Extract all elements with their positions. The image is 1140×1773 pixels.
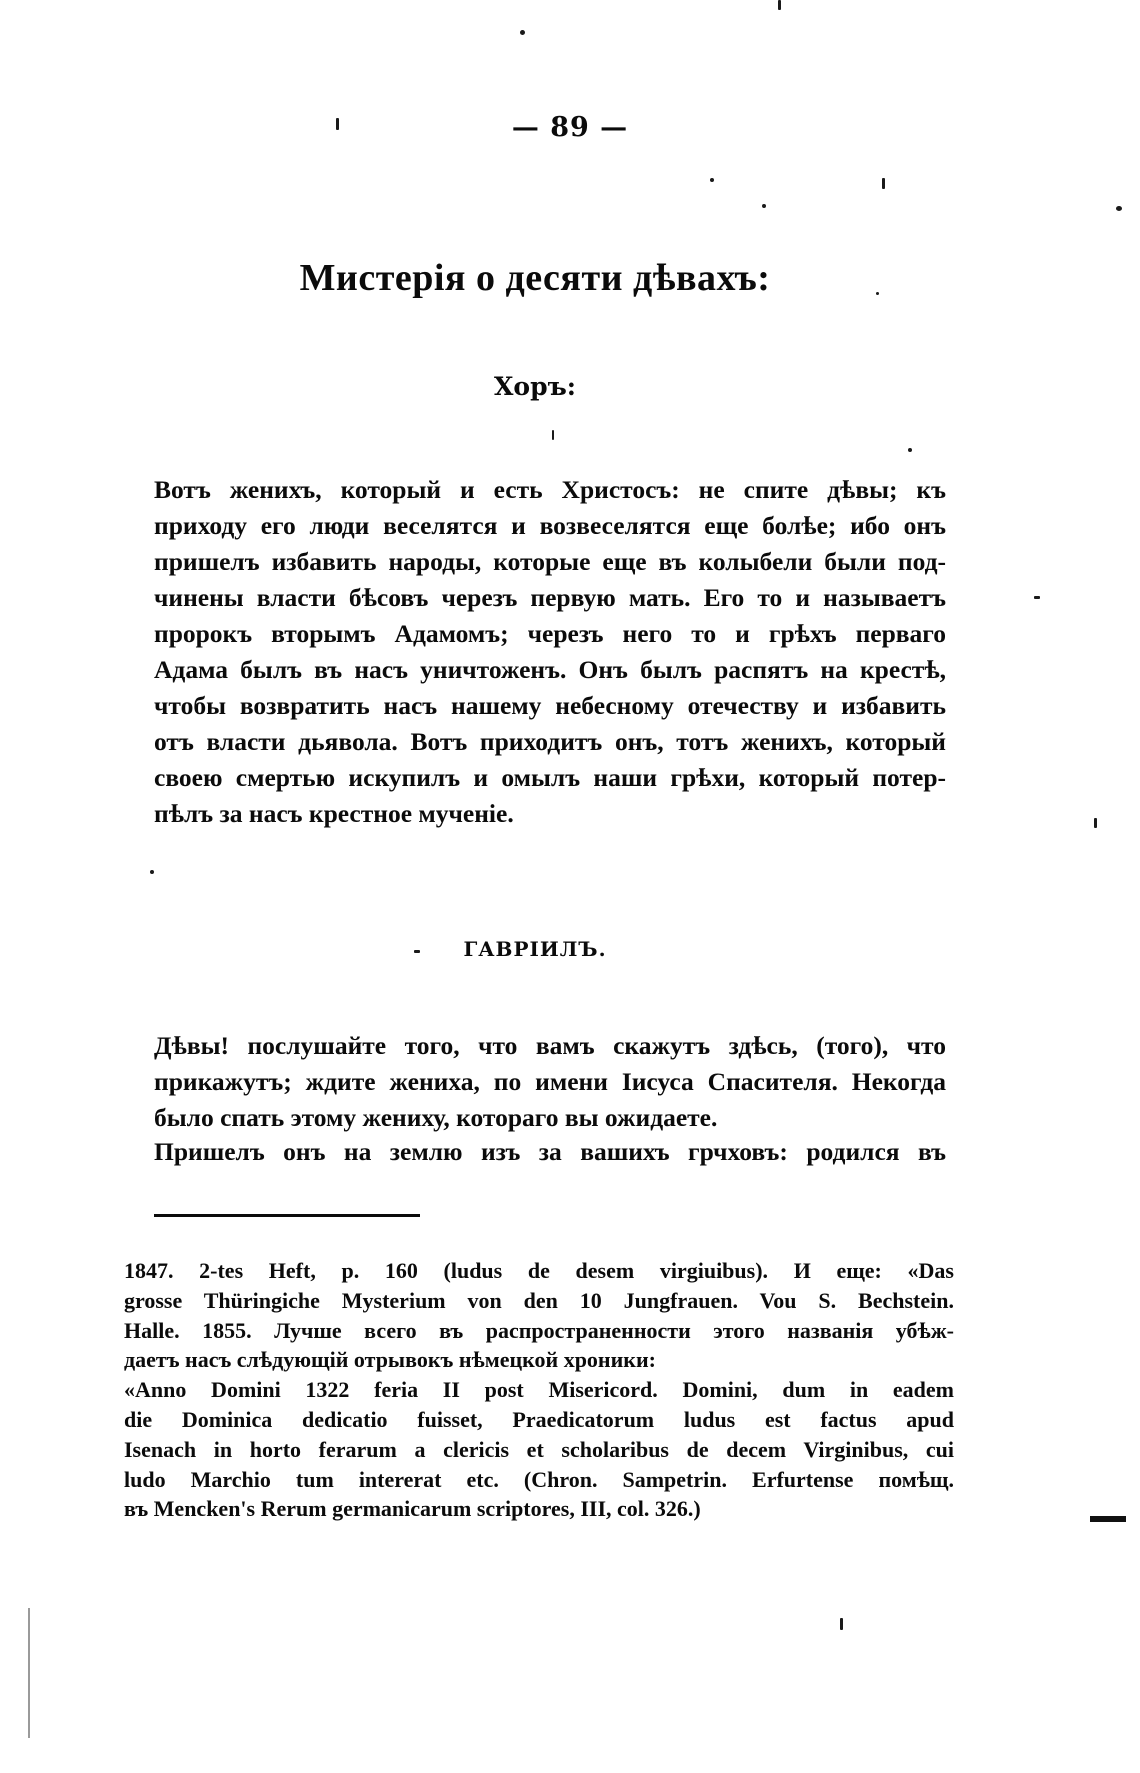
footnote-line: даетъ насъ слѣдующій отрывокъ нѣмецкой хроники: bbox=[124, 1347, 656, 1373]
margin-mark bbox=[1090, 1516, 1126, 1522]
scan-speck bbox=[336, 118, 339, 130]
text-line: чинены власти бѣсовъ черезъ первую мать. Его то и называетъ bbox=[154, 583, 946, 612]
scan-speck bbox=[882, 178, 885, 189]
footnote-line: Halle. 1855. Лучше всего въ распространенности этого названія убѣж- bbox=[124, 1317, 954, 1343]
scan-speck bbox=[1094, 818, 1097, 828]
page-number: — 89 — bbox=[511, 112, 629, 143]
footnote-separator bbox=[154, 1214, 420, 1217]
text-line: чтобы возвратить насъ нашему небесному отечеству и избавить bbox=[154, 691, 946, 720]
scan-speck bbox=[762, 204, 766, 208]
text-line: пророкъ вторымъ Адамомъ; черезъ него то и грѣхъ перваго bbox=[154, 619, 946, 648]
page-title: Мистерія о десяти дѣвахъ: bbox=[299, 257, 771, 299]
footnote-line: grosse Thüringiche Mysterium von den 10 Jungfrauen. Vou S. Bechstein. bbox=[124, 1287, 954, 1313]
text-line: отъ власти дьявола. Вотъ приходитъ онъ, тотъ женихъ, который bbox=[154, 727, 946, 756]
text-line: Вотъ женихъ, который и есть Христосъ: не спите дѣвы; къ bbox=[154, 475, 946, 504]
footnote-line: ludo Marchio tum intererat etc. (Chron. Sampetrin. Erfurtense помѣщ. bbox=[124, 1466, 954, 1492]
gabriel-paragraph bbox=[154, 1028, 946, 1136]
chorus-paragraph bbox=[154, 472, 946, 832]
speaker-chorus: Хоръ: bbox=[494, 372, 576, 401]
footnote-block bbox=[124, 1256, 954, 1524]
speaker-gabriel: ГАВРІИЛЪ. bbox=[463, 937, 607, 961]
text-line: своею смертью искупилъ и омылъ наши грѣхи, который потер- bbox=[154, 763, 946, 792]
text-line: Адама былъ въ насъ уничтоженъ. Онъ былъ распятъ на крестѣ, bbox=[154, 655, 946, 684]
scan-speck bbox=[778, 0, 781, 10]
scan-speck bbox=[520, 30, 525, 35]
scan-speck bbox=[1116, 206, 1122, 211]
scan-speck bbox=[414, 950, 420, 953]
scan-speck bbox=[710, 178, 714, 182]
footnote-line: «Anno Domini 1322 feria II post Misericord. Domini, dum in eadem bbox=[124, 1377, 954, 1403]
footnote-line: Isenach in horto ferarum a clericis et scholaribus de decem Virginibus, cui bbox=[124, 1436, 954, 1462]
footnote-line: въ Mencken's Rerum germanicarum scriptores, III, col. 326.) bbox=[124, 1496, 701, 1522]
text-line: пѣлъ за насъ крестное мученіе. bbox=[154, 799, 514, 828]
text-line: Пришелъ онъ на землю изъ за вашихъ грчховъ: родился въ bbox=[154, 1137, 946, 1166]
scan-speck bbox=[552, 430, 554, 440]
scan-speck bbox=[876, 292, 879, 295]
footnote-line: die Dominica dedicatio fuisset, Praedicatorum ludus est factus apud bbox=[124, 1406, 954, 1432]
text-line: прикажутъ; ждите жениха, по имени Іисуса Спасителя. Некогда bbox=[154, 1067, 946, 1096]
scan-speck bbox=[1034, 596, 1040, 599]
page-edge-line bbox=[28, 1608, 30, 1738]
footnote-line: 1847. 2-tes Heft, p. 160 (ludus de desem virgiuibus). И еще: «Das bbox=[124, 1258, 954, 1283]
scan-speck bbox=[840, 1618, 843, 1630]
scan-speck bbox=[150, 870, 154, 874]
gabriel-paragraph-continued bbox=[154, 1134, 946, 1170]
text-line: пришелъ избавить народы, которые еще въ колыбели были под- bbox=[154, 547, 946, 576]
text-line: приходу его люди веселятся и возвеселятся еще болѣе; ибо онъ bbox=[154, 511, 946, 540]
scan-speck bbox=[908, 448, 912, 452]
text-line: Дѣвы! послушайте того, что вамъ скажутъ здѣсь, (того), что bbox=[154, 1031, 946, 1060]
text-line: было спать этому жениху, котораго вы ожидаете. bbox=[154, 1103, 718, 1132]
